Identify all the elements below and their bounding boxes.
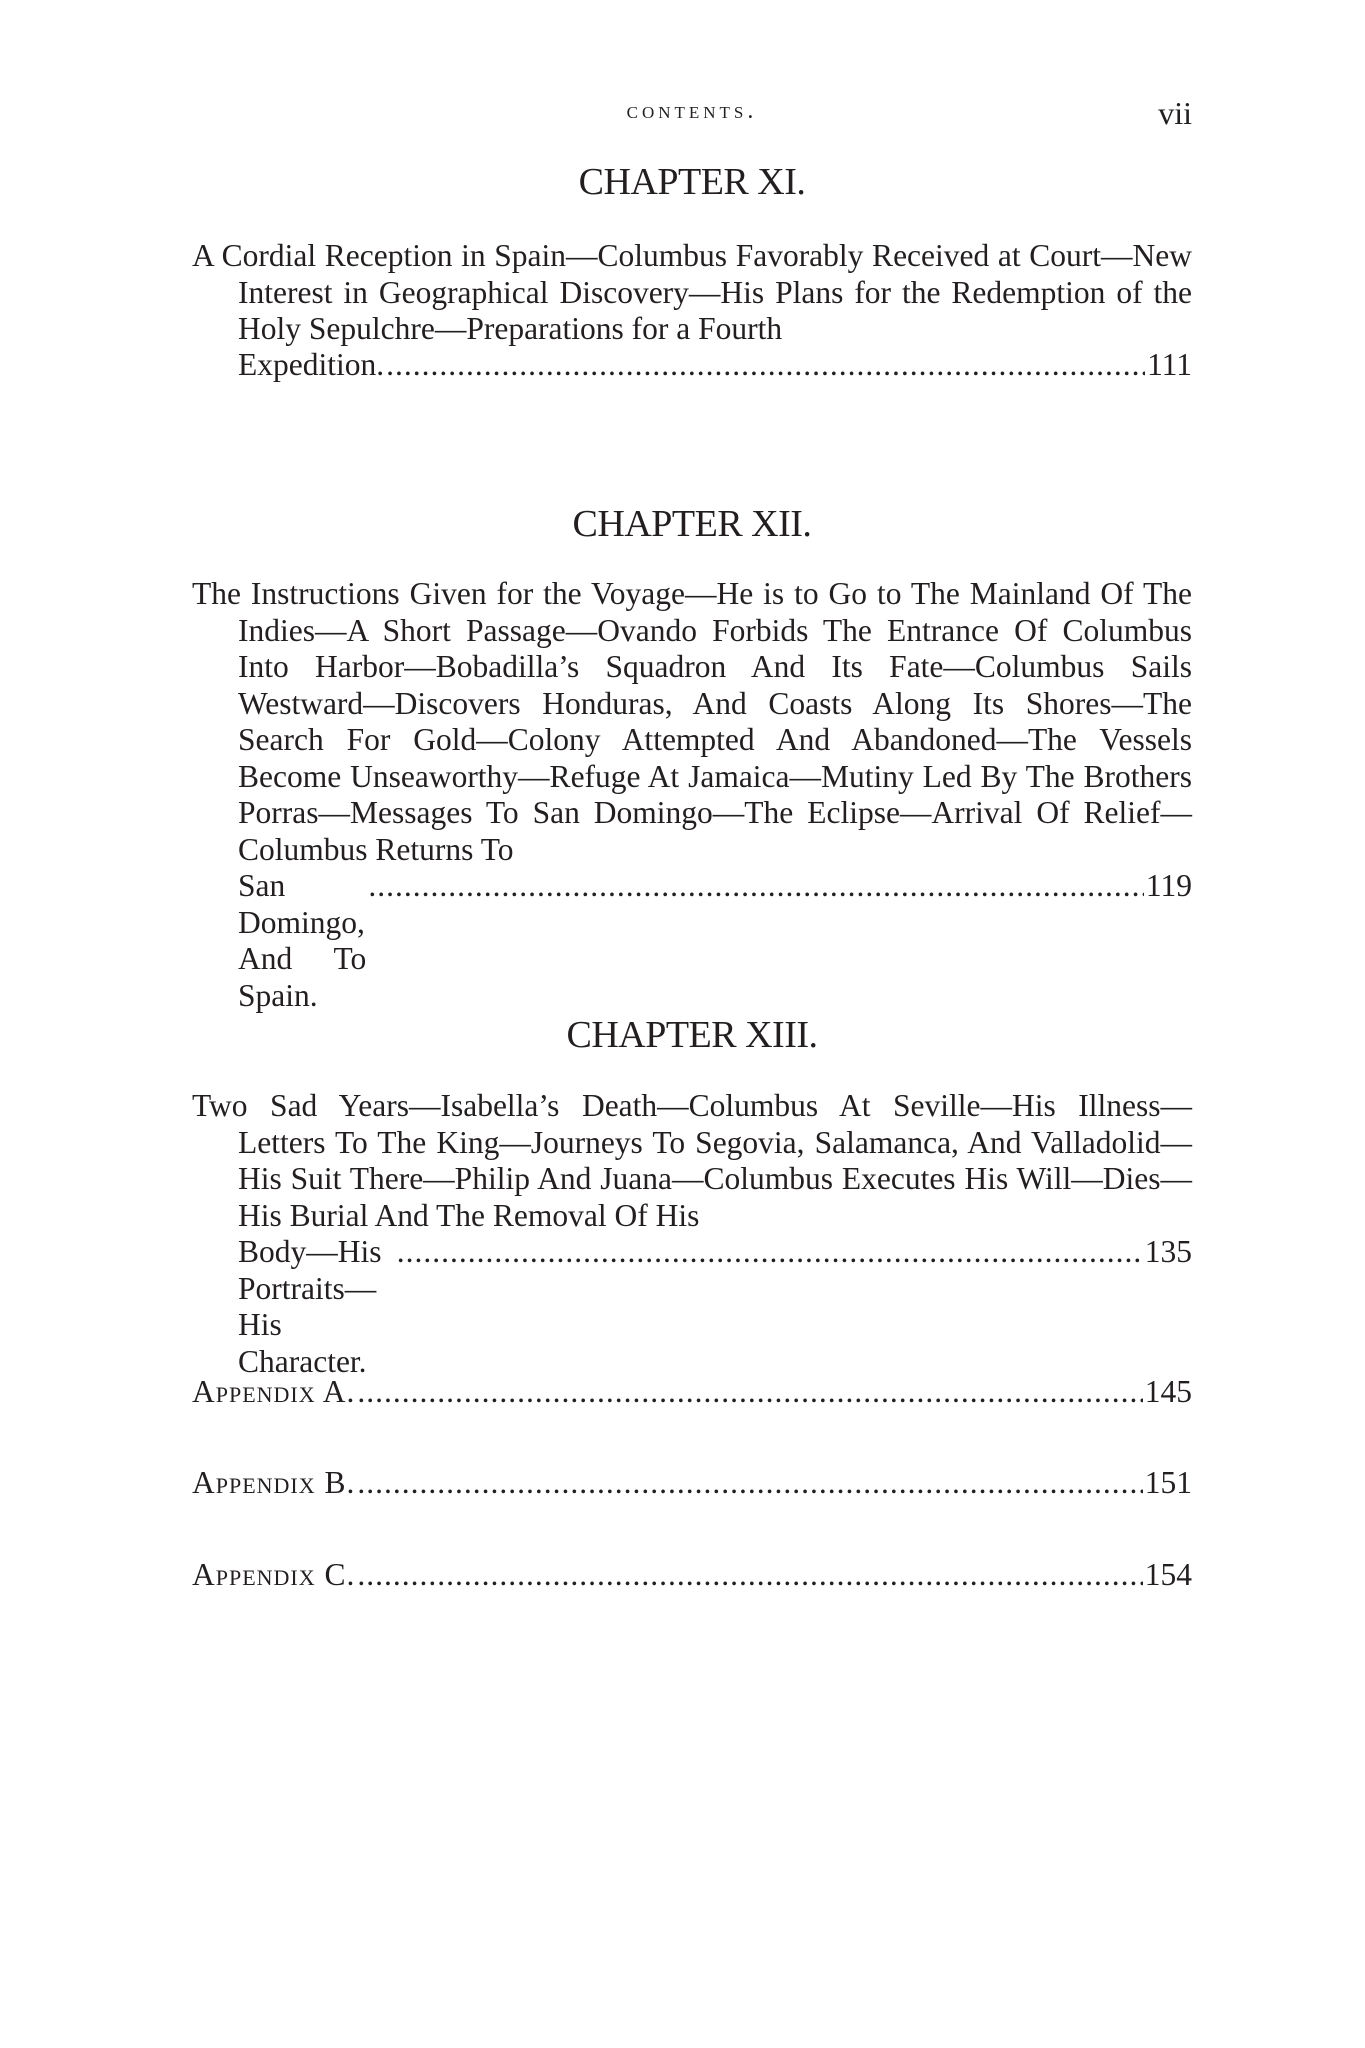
- chapter-summary-text: Two Sad Years—Isabella’s Death—Columbus At Seville—His Illness— Letters To The King—Journeys To Segovia, Salamanca, And Valladolid—His Suit There—Philip And Juana—Columbus Executes His Will—Dies—His Burial And The Removal Of His: [192, 1088, 1192, 1233]
- chapter-title: CHAPTER XIII.: [566, 1014, 818, 1056]
- running-head-title: contents.: [626, 98, 758, 124]
- dot-leader: [357, 1374, 1142, 1410]
- dot-leader: [357, 1557, 1142, 1593]
- chapter-summary-text: The Instructions Given for the Voyage—He is to Go to The Mainland Of The Indies—A Short Passage—Ovando Forbids The Entrance Of Columbus Into Harbor—Bobadilla’s Squadron And Its Fate—Columbus Sails Westward—Discovers Honduras, And Coasts Along Its Shores—The Search For Gold—Colony Attempted And Abandoned—The Vessels Become Unseaworthy—Refuge At Jamaica—Mutiny Led By The Brothers Porras—Messages To San Domingo—The Eclipse—Arrival Of Relief—Columbus Returns To: [192, 576, 1192, 867]
- dot-leader: [397, 1234, 1143, 1271]
- chapter-summary-tail: Body—His Portraits—His Character.: [238, 1234, 382, 1379]
- chapter-entry-line: [192, 1234, 1192, 1380]
- chapter-title: CHAPTER XI.: [578, 161, 806, 203]
- appendix-entry: [192, 1465, 1192, 1501]
- chapter-summary: [192, 1088, 1192, 1234]
- appendix-label: Appendix B.: [192, 1465, 356, 1500]
- chapter-summary-tail: San Domingo, And To Spain.: [238, 868, 367, 1013]
- chapter-summary: [192, 576, 1192, 868]
- chapter-page-number: 135: [1144, 1234, 1192, 1269]
- dot-leader: [386, 347, 1145, 384]
- running-head: [192, 95, 1192, 138]
- appendix-label: Appendix A.: [192, 1374, 356, 1409]
- chapter-title: CHAPTER XII.: [572, 503, 812, 545]
- chapter-summary: [192, 238, 1192, 348]
- appendix-entry: [192, 1557, 1192, 1593]
- chapter-summary-tail: Expedition.: [238, 347, 385, 382]
- appendix-page-number: 151: [1144, 1465, 1192, 1500]
- contents-page: [192, 0, 1192, 2048]
- chapter-page-number: 111: [1147, 347, 1192, 382]
- page-number: vii: [1158, 95, 1192, 131]
- appendix-page-number: 154: [1144, 1557, 1192, 1592]
- chapter-summary-text: A Cordial Reception in Spain—Columbus Favorably Received at Court—New Interest in Geographical Discovery—His Plans for the Redemption of the Holy Sepulchre—Preparations for a Fourth: [192, 238, 1192, 346]
- dot-leader: [368, 868, 1144, 905]
- appendix-entry: [192, 1374, 1192, 1410]
- appendix-label: Appendix C.: [192, 1557, 356, 1592]
- chapter-entry-line: [192, 868, 1192, 1014]
- chapter-page-number: 119: [1145, 868, 1192, 903]
- dot-leader: [357, 1465, 1142, 1501]
- appendix-page-number: 145: [1144, 1374, 1192, 1409]
- chapter-entry-line: [192, 347, 1192, 384]
